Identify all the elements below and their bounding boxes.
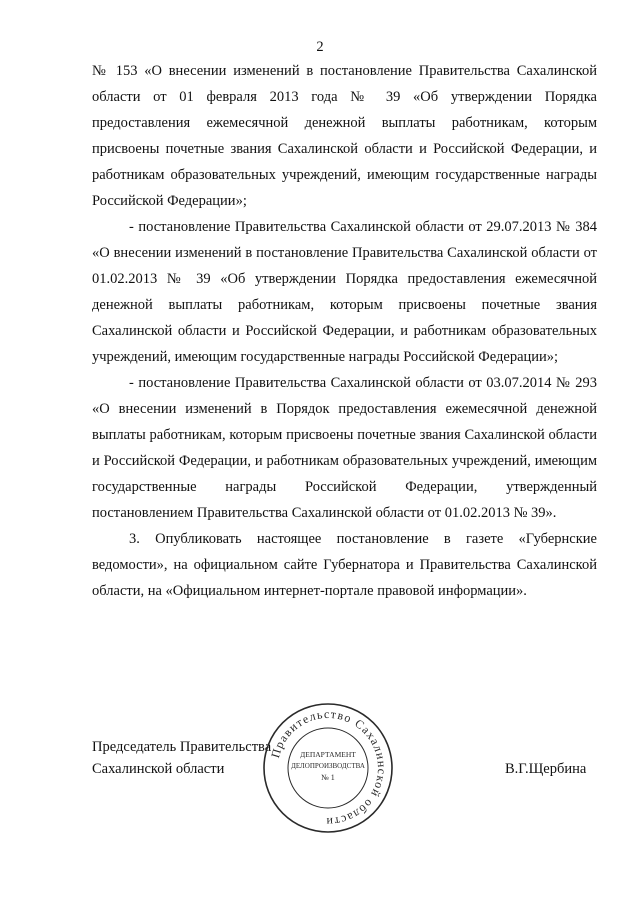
signatory-title-line-1: Председатель Правительства [92, 739, 272, 755]
paragraph-item-3: 3. Опубликовать настоящее постановление в газете «Губернские ведомости», на официальном сайте Губернатора и Правительства Сахалинской области, на «Официальном интернет-портале правовой информации». [92, 531, 597, 599]
signatory-title-line-2: Сахалинской области [92, 761, 225, 777]
paragraph-list-item-2: - постановление Правительства Сахалинской области от 03.07.2014 № 293 «О внесении изменений в Порядок предоставления ежемесячной денежной выплаты работникам, которым присвоены почетные звания Сахалинской области и Российской Федерации, и работникам образовательных учреждений, имеющим государственные награды Российской Федерации, утвержденный постановлением Правительства Сахалинской области от 01.02.2013 № 39». [92, 375, 597, 521]
seal-center-line-2: ДЕЛОПРОИЗВОДСТВА [291, 762, 365, 770]
signatory-title [92, 736, 271, 780]
official-seal-stamp [260, 700, 396, 836]
seal-center-line-1: ДЕПАРТАМЕНТ [300, 750, 356, 759]
seal-ring-text: Правительство Сахалинской области [268, 706, 390, 830]
signatory-name: В.Г.Щербина [505, 761, 587, 777]
paragraph-continuation: № 153 «О внесении изменений в постановление Правительства Сахалинской области от 01 февраля 2013 года № 39 «Об утверждении Порядка предоставления ежемесячной денежной выплаты работникам, которым присвоены почетные звания Сахалинской области и Российской Федерации, и работникам образовательных учреждений, имеющим государственные награды Российской Федерации»; [92, 63, 597, 209]
paragraph-list-item-1: - постановление Правительства Сахалинской области от 29.07.2013 № 384 «О внесении изменений в постановление Правительства Сахалинской области от 01.02.2013 № 39 «Об утверждении Порядка предоставления ежемесячной денежной выплаты работникам, которым присвоены почетные звания Сахалинской области и Российской Федерации, и работникам образовательных учреждений, имеющим государственные награды Российской Федерации»; [92, 219, 597, 365]
seal-graphic [260, 700, 396, 836]
page-number: 2 [316, 39, 324, 55]
seal-center-line-3: № 1 [321, 773, 335, 782]
